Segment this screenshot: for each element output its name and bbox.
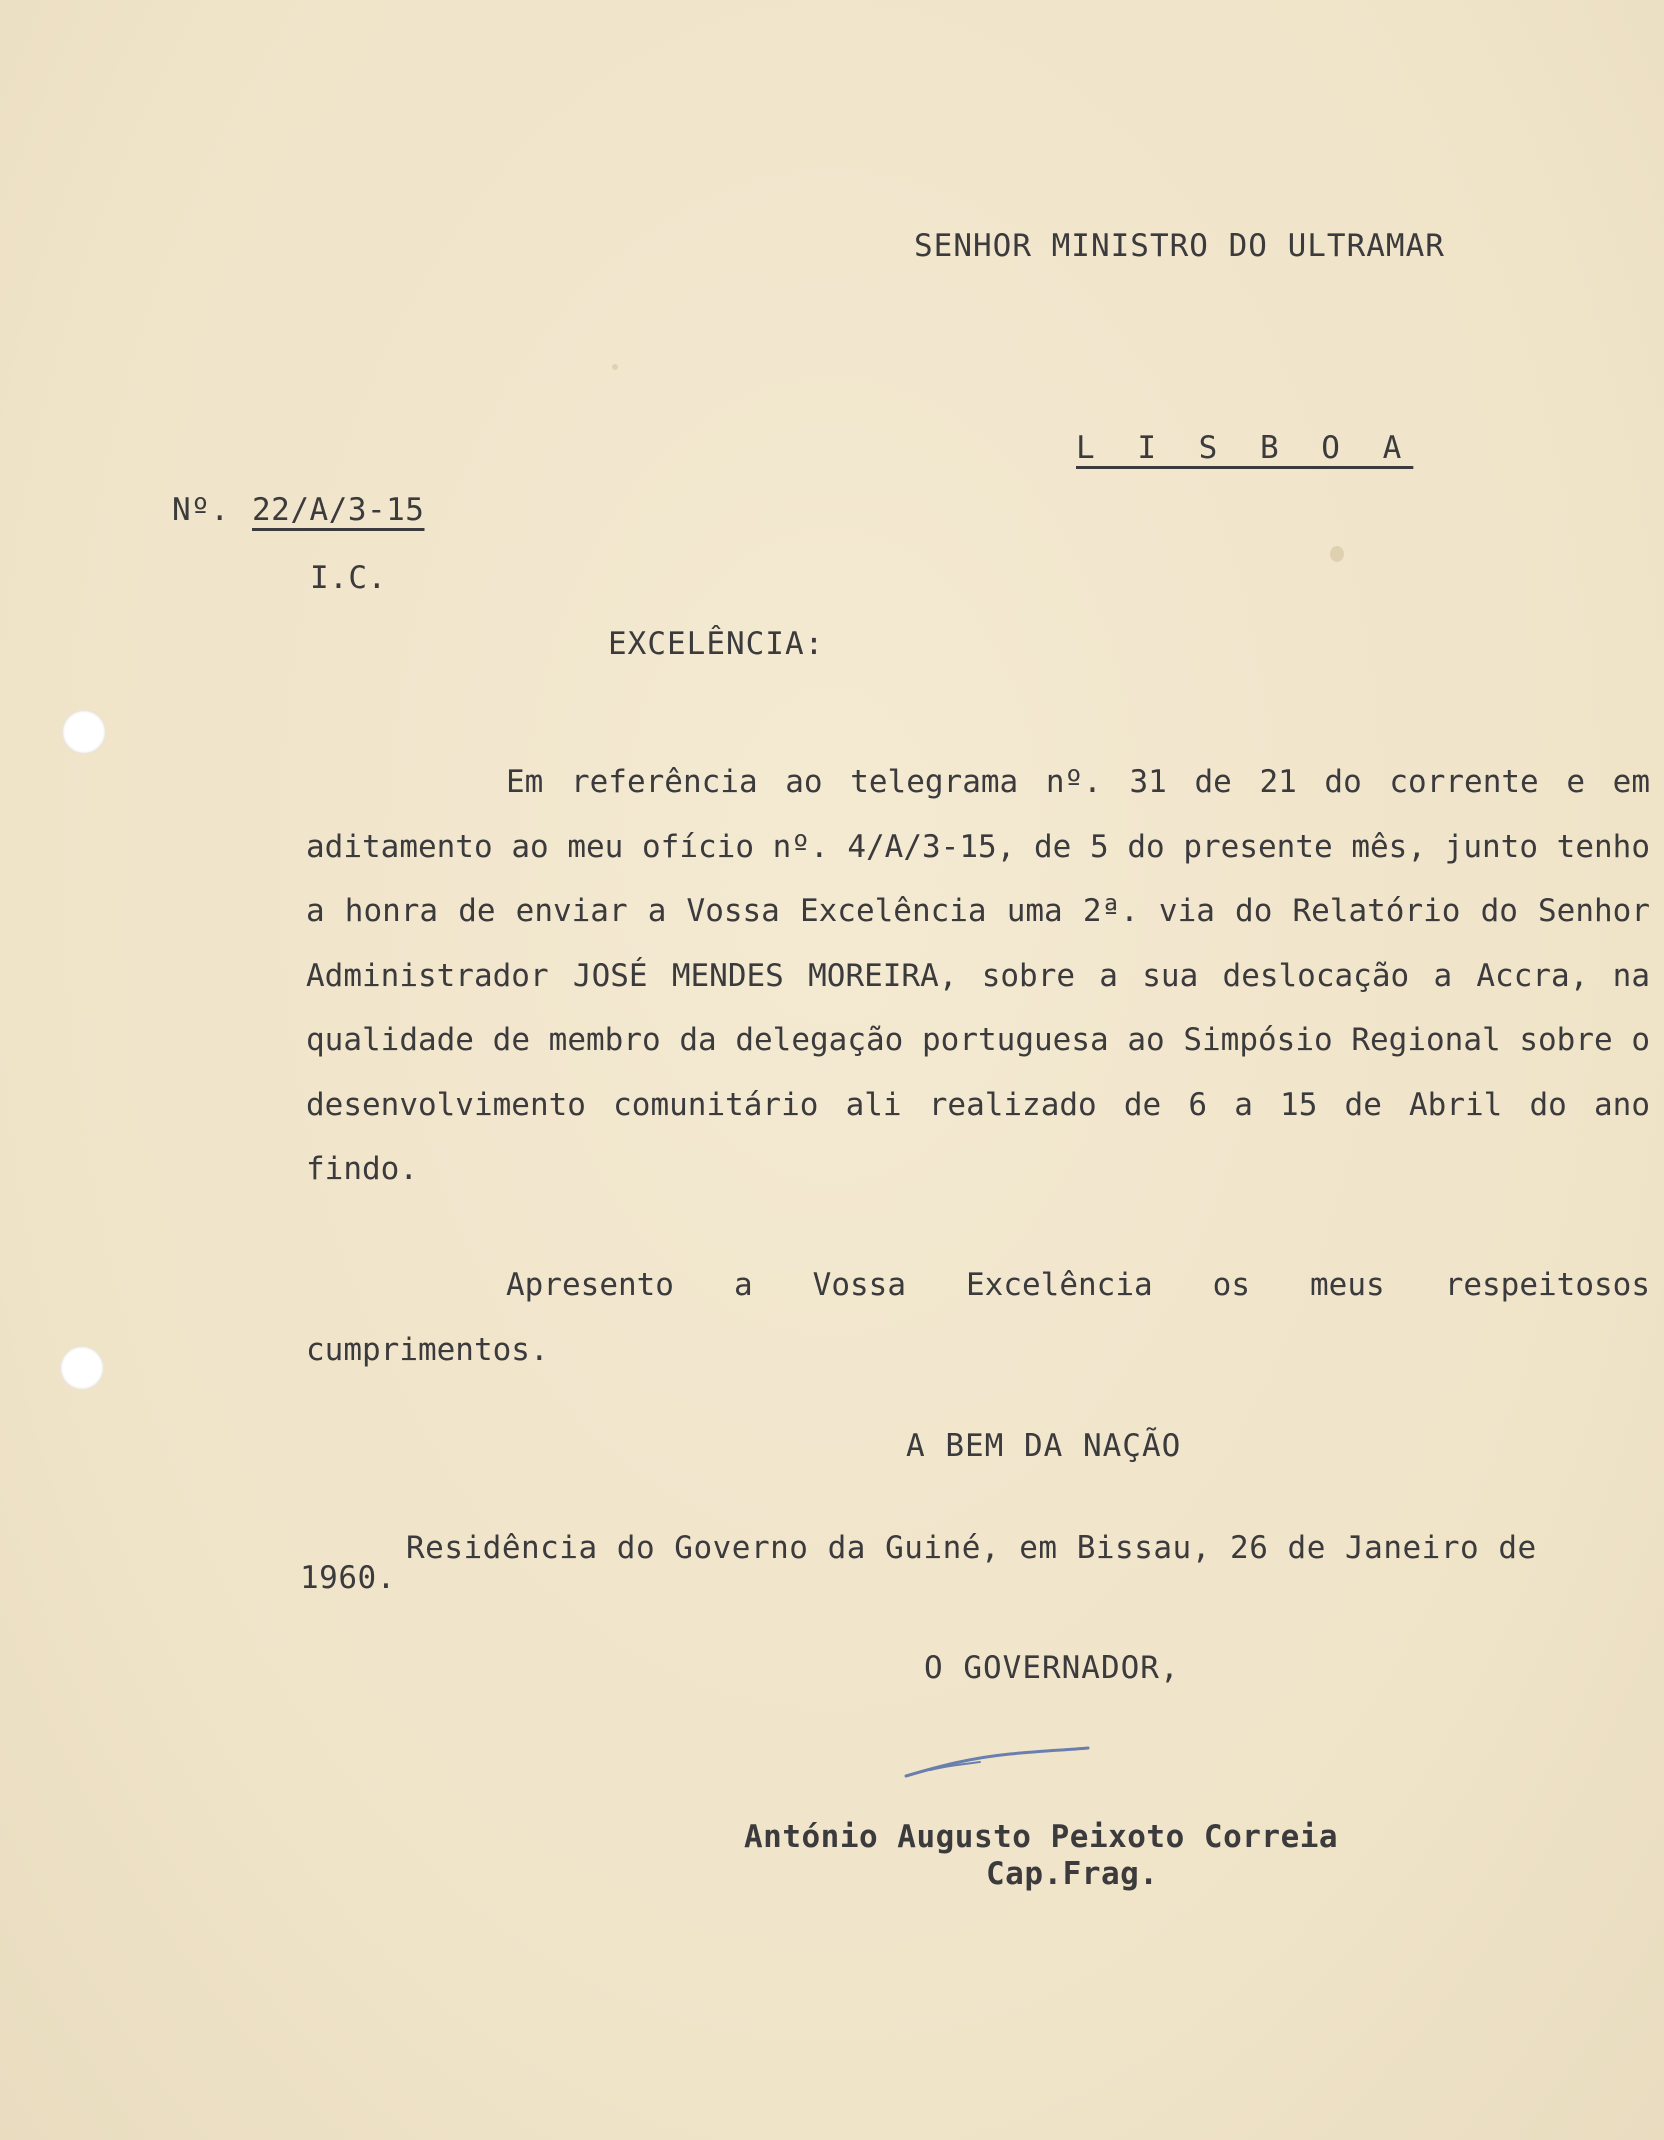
body-paragraph bbox=[306, 750, 1650, 1202]
addressee: SENHOR MINISTRO DO ULTRAMAR bbox=[914, 228, 1445, 264]
signer-name: António Augusto Peixoto Correia bbox=[744, 1819, 1339, 1855]
place-and-date: Residência do Governo da Guiné, em Bissau, 26 de Janeiro de bbox=[406, 1530, 1537, 1566]
destination-city: L I S B O A bbox=[1076, 430, 1414, 466]
paper-stain bbox=[612, 364, 618, 370]
handwritten-signature bbox=[900, 1738, 1100, 1788]
reference-label: Nº. bbox=[172, 492, 230, 528]
signer-title: O GOVERNADOR, bbox=[924, 1650, 1180, 1686]
closing-motto: A BEM DA NAÇÃO bbox=[906, 1428, 1182, 1464]
reference-subcode: I.C. bbox=[310, 560, 387, 596]
punch-hole-bottom bbox=[60, 1346, 104, 1390]
body-paragraph bbox=[306, 1253, 1650, 1382]
salutation: EXCELÊNCIA: bbox=[608, 626, 825, 662]
date-year: 1960. bbox=[300, 1560, 396, 1596]
paragraph-text: Em referência ao telegrama nº. 31 de 21 do corrente e em aditamento ao meu ofício nº. 4/A/3-15, de 5 do presente mês, junto tenho a honra de enviar a Vossa Excelência uma 2ª. via do Relatório do Senhor Administrador JOSÉ MENDES MOREIRA, sobre a sua deslocação a Accra, na qualidade de membro da delegação portuguesa ao Simpósio Regional sobre o desenvolvimento comunitário ali realizado de 6 a 15 de Abril do ano findo. bbox=[306, 764, 1650, 1187]
paragraph-text: Apresento a Vossa Excelência os meus respeitosos cumprimentos. bbox=[306, 1267, 1650, 1368]
reference-number: 22/A/3-15 bbox=[252, 492, 425, 528]
signer-rank: Cap.Frag. bbox=[986, 1856, 1159, 1892]
paper-stain bbox=[1330, 546, 1344, 562]
punch-hole-top bbox=[62, 710, 106, 754]
